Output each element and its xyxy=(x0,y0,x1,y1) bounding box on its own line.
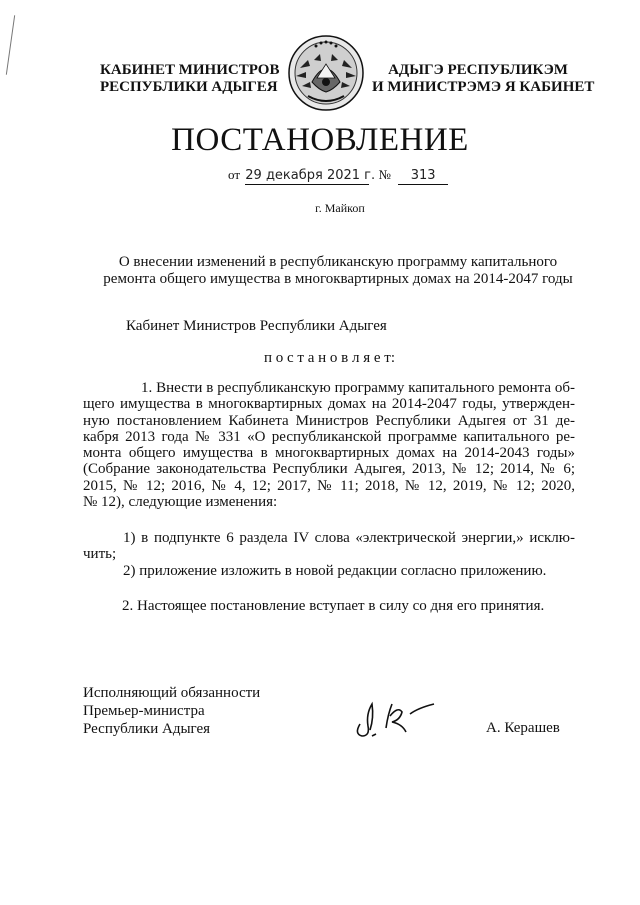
subject-line2: ремонта общего имущества в многоквартирных домах на 2014-2047 годы xyxy=(103,271,573,287)
paragraph-1-line: № 12), следующие изменения: xyxy=(83,494,278,511)
date-prefix: от xyxy=(228,167,241,182)
paragraph-1-line: 1. Внести в республиканскую программу капитального ремонта об- xyxy=(141,380,575,396)
paragraph-1-line: щего имущества в многоквартирных домах на 2014-2047 годы, утвержден- xyxy=(83,396,575,413)
document-date: 29 декабря 2021 г. xyxy=(245,168,376,183)
resolves-word: п о с т а н о в л я е т: xyxy=(264,350,396,366)
issuer-name-ru-line1: КАБИНЕТ МИНИСТРОВ xyxy=(100,62,280,78)
document-subject xyxy=(0,254,640,288)
issuer-name-ady xyxy=(372,62,595,96)
position-line3: Республики Адыгея xyxy=(83,721,211,737)
issuer-statement: Кабинет Министров Республики Адыгея xyxy=(126,318,387,334)
paragraph-1-line: монта общего имущества в многоквартирных домах на 2014-2043 годы» xyxy=(83,445,575,462)
issuer-name-ady-line1: АДЫГЭ РЕСПУБЛИКЭМ xyxy=(388,62,568,78)
issuer-name-ady-line2: И МИНИСТРЭМЭ Я КАБИНЕТ xyxy=(372,79,595,95)
scan-mark xyxy=(6,15,15,75)
number-sign: № xyxy=(378,167,391,182)
paragraph-1-line: (Собрание законодательства Республики Адыгея, 2013, № 12; 2014, № 6; xyxy=(83,461,575,478)
paragraph-1 xyxy=(83,380,575,510)
item-1-line2: чить; xyxy=(83,546,117,563)
handwritten-signature xyxy=(350,684,460,744)
subject-line1: О внесении изменений в республиканскую программу капитального xyxy=(118,254,558,270)
position-line1: Исполняющий обязанности xyxy=(83,685,261,701)
signatory-position xyxy=(83,684,260,738)
signatory-name: А. Керашев xyxy=(486,720,560,736)
issuer-name-ru xyxy=(100,62,280,96)
item-1-line1: 1) в подпункте 6 раздела IV слова «электрической энергии,» исклю- xyxy=(123,530,575,546)
amendment-item-2: 2) приложение изложить в новой редакции согласно приложению. xyxy=(123,563,547,579)
document-number: 313 xyxy=(398,168,448,185)
position-line2: Премьер-министра xyxy=(83,703,205,719)
paragraph-2: 2. Настоящее постановление вступает в силу со дня его принятия. xyxy=(122,598,545,614)
paragraph-1-line: 2015, № 12; 2016, № 4, 12; 2017, № 11; 2018, № 12, 2019, № 12; 2020, xyxy=(83,477,575,494)
document-title: ПОСТАНОВЛЕНИЕ xyxy=(171,122,469,158)
issuer-name-ru-line2: РЕСПУБЛИКИ АДЫГЕЯ xyxy=(100,79,278,95)
coat-of-arms-icon xyxy=(286,30,366,116)
amendment-item-1 xyxy=(83,530,575,563)
city: г. Майкоп xyxy=(315,201,365,215)
paragraph-1-line: кабря 2013 года № 331 «О республиканской программе капитального ре- xyxy=(83,428,575,445)
date-number-line xyxy=(228,167,448,185)
paragraph-1-line: ную постановлением Кабинета Министров Республики Адыгея от 31 де- xyxy=(83,412,575,429)
